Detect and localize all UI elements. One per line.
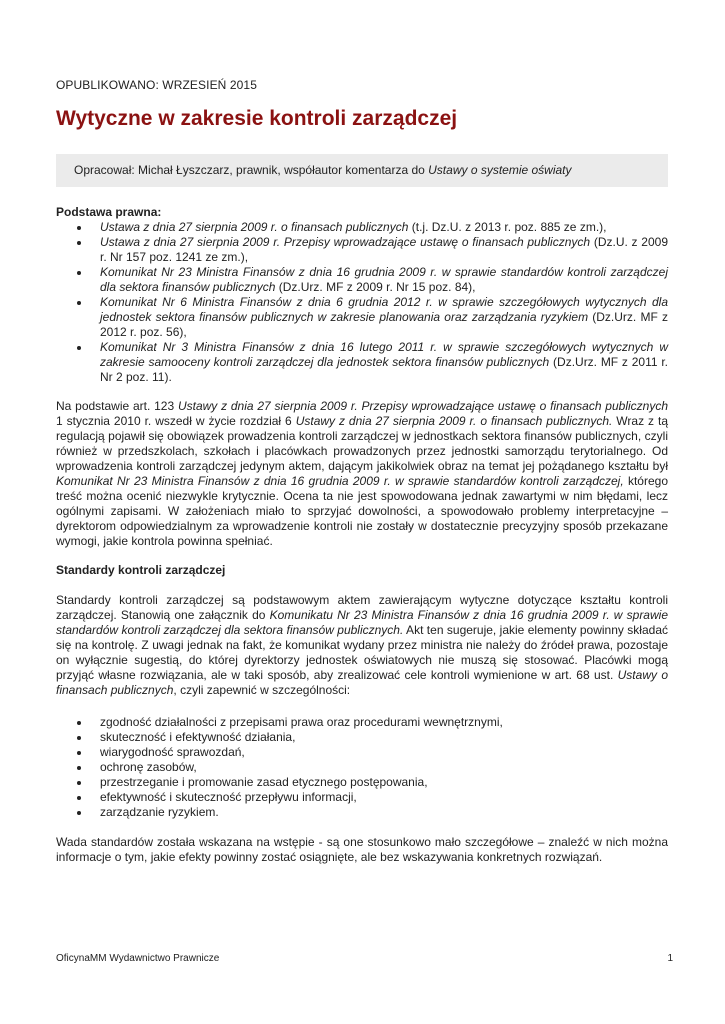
legal-act-ref: (Dz.Urz. MF z 2009 r. Nr 15 poz. 84), xyxy=(275,280,476,294)
section-paragraph xyxy=(56,593,668,698)
legal-act-ref: (t.j. Dz.U. z 2013 r. poz. 885 ze zm.), xyxy=(408,220,607,234)
intro-paragraph xyxy=(56,399,668,549)
list-item: zarządzanie ryzykiem. xyxy=(56,805,668,820)
legal-act-title: Komunikat Nr 23 Ministra Finansów z dnia 16 grudnia 2009 r. w sprawie standardów kontroli zarządczej dla sektora finansów publicznych xyxy=(100,265,668,294)
page-title: Wytyczne w zakresie kontroli zarządczej xyxy=(56,107,458,130)
text-run: Standardy kontroli zarządczej są podstawowym aktem zawierającym wytyczne dotyczące kształtu kontroli zarządczej. Stanowią one załącznik do xyxy=(56,593,668,622)
text-run-italic: Komunikat Nr 23 Ministra Finansów z dnia 16 grudnia 2009 r. w sprawie standardów kontroli zarządczej, xyxy=(56,474,624,488)
published-date: OPUBLIKOWANO: WRZESIEŃ 2015 xyxy=(56,78,257,92)
text-run: którego treść można ocenić niezwykle krytycznie. Ocena ta nie jest spowodowana jednak zawartymi w nim błędami, lecz ogólnymi zapisami. W założeniach miało to sprzyjać dowolności, a spowodowało problemy interpretacyjne – dyrektorom odpowiedzialnym za wprowadzenie kontroli nie zostały w dostatecznie precyzyjny sposób przekazane wymogi, jakie kontrola powinna spełniać. xyxy=(56,474,668,548)
control-goals-list xyxy=(56,715,668,820)
list-item xyxy=(56,340,668,385)
footer-publisher: OficynaMM Wydawnictwo Prawnicze xyxy=(56,953,220,964)
text-run-italic: Ustawy z dnia 27 sierpnia 2009 r. o finansach publicznych. xyxy=(295,414,613,428)
text-run: Wraz z tą regulacją pojawił się obowiązek prowadzenia kontroli zarządczej w jednostkach sektora finansów publicznych, czyli również w przedszkolach, szkołach i placówkach prowadzonych przez jednostki samorządu terytorialnego. Od wprowadzenia kontroli zarządczej jedynym aktem, dającym jakikolwiek obraz na temat jej pożądanego kształtu był xyxy=(56,414,668,473)
list-item xyxy=(56,265,668,295)
list-item: efektywność i skuteczność przepływu informacji, xyxy=(56,790,668,805)
legal-act-ref: (Dz.Urz. MF z 2011 r. Nr 2 poz. 11). xyxy=(100,355,668,384)
author-prefix: Opracował: Michał Łyszczarz, prawnik, współautor komentarza do xyxy=(74,163,429,177)
closing-paragraph: Wada standardów została wskazana na wstępie - są one stosunkowo mało szczegółowe – znaleźć w nich można informacje o tym, jakie efekty powinny zostać osiągnięte, ale bez wskazywania konkretnych rozwiązań. xyxy=(56,835,668,864)
text-run-italic: Ustawy z dnia 27 sierpnia 2009 r. Przepisy wprowadzające ustawę o finansach publicznych xyxy=(177,399,668,413)
text-run: Akt ten sugeruje, jakie elementy powinny składać się na kontrolę. Z uwagi jednak na fakt, że komunikat wydany przez ministra nie należy do źródeł prawa, pozostaje on wyłącznie sugestią, do której dyrektorzy jednostek oświatowych nie muszą się stosować. Placówki mogą przyjąć własne rozwiązania, ale w taki sposób, aby zrealizować cele kontroli wymienione w art. 68 ust. xyxy=(56,623,668,682)
list-item: skuteczność i efektywność działania, xyxy=(56,730,668,745)
legal-act-title: Komunikat Nr 6 Ministra Finansów z dnia 6 grudnia 2012 r. w sprawie szczegółowych wytycznych dla jednostek sektora finansów publicznych w zakresie planowania oraz zarządzania ryzykiem xyxy=(100,295,668,324)
list-item: ochronę zasobów, xyxy=(56,760,668,775)
list-item xyxy=(56,295,668,340)
legal-act-ref: (Dz.Urz. MF z 2012 r. poz. 56), xyxy=(100,310,668,339)
text-run: , czyli zapewnić w szczególności: xyxy=(173,683,351,697)
article-body xyxy=(56,205,668,865)
legal-basis-heading: Podstawa prawna: xyxy=(56,205,162,219)
list-item: wiarygodność sprawozdań, xyxy=(56,745,668,760)
author-work: Ustawy o systemie oświaty xyxy=(428,163,572,177)
list-item xyxy=(56,235,668,265)
section-heading: Standardy kontroli zarządczej xyxy=(56,563,226,577)
text-run-italic: Ustawy o finansach publicznych xyxy=(56,668,668,697)
text-run-italic: Komunikatu Nr 23 Ministra Finansów z dnia 16 grudnia 2009 r. w sprawie standardów kontroli zarządczej dla sektora finansów publicznych. xyxy=(56,608,668,637)
legal-act-title: Komunikat Nr 3 Ministra Finansów z dnia 16 lutego 2011 r. w sprawie szczegółowych wytycznych w zakresie samooceny kontroli zarządczej dla jednostek sektora finansów publicznych xyxy=(100,340,668,369)
legal-act-title: Ustawa z dnia 27 sierpnia 2009 r. Przepisy wprowadzające ustawę o finansach publicznych xyxy=(100,235,591,249)
legal-act-ref: (Dz.U. z 2009 r. Nr 157 poz. 1241 ze zm.), xyxy=(100,235,668,264)
list-item: zgodność działalności z przepisami prawa oraz procedurami wewnętrznymi, xyxy=(56,715,668,730)
list-item: przestrzeganie i promowanie zasad etycznego postępowania, xyxy=(56,775,668,790)
author-box xyxy=(56,154,668,187)
page-number: 1 xyxy=(667,953,673,964)
legal-basis-list xyxy=(56,220,668,385)
legal-act-title: Ustawa z dnia 27 sierpnia 2009 r. o finansach publicznych xyxy=(100,220,409,234)
text-run: 1 stycznia 2010 r. wszedł w życie rozdział 6 xyxy=(56,414,296,428)
text-run: Na podstawie art. 123 xyxy=(56,399,178,413)
list-item xyxy=(56,220,668,235)
